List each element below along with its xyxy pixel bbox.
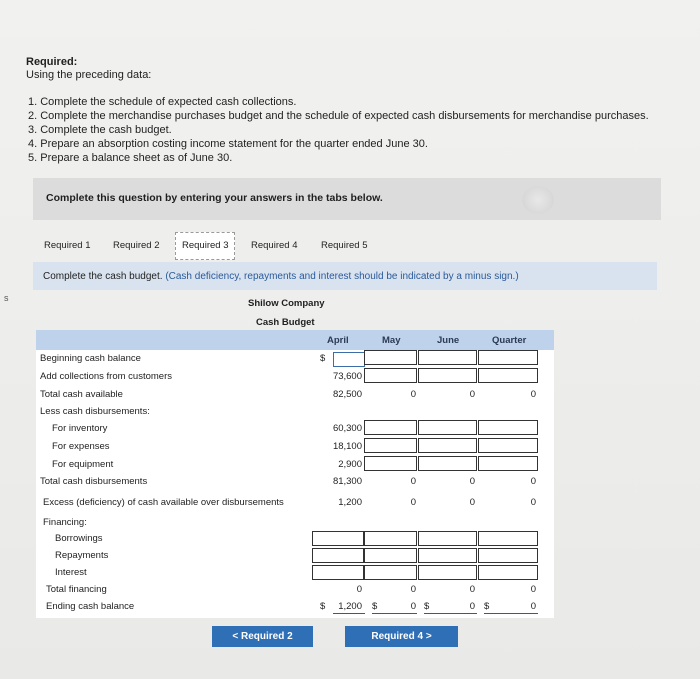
may-total-available: 0 xyxy=(410,389,416,400)
april-expenses[interactable]: 18,100 xyxy=(332,441,362,452)
edge-letter: s xyxy=(4,293,9,303)
required-intro: Using the preceding data: xyxy=(26,69,152,81)
april-repayments-input[interactable] xyxy=(312,548,364,563)
currency-sign: $ xyxy=(424,601,430,612)
row-label: Repayments xyxy=(55,550,109,561)
quarter-expenses-input[interactable] xyxy=(478,438,538,453)
next-required-button[interactable] xyxy=(345,626,458,647)
june-interest-input[interactable] xyxy=(418,565,477,580)
june-total-disbursements: 0 xyxy=(469,476,475,487)
april-ending-cash: 1,200 xyxy=(338,601,362,612)
currency-sign: $ xyxy=(372,601,378,612)
total-rule xyxy=(372,613,417,614)
row-label: Total cash disbursements xyxy=(40,476,148,487)
quarter-ending-cash: 0 xyxy=(530,601,536,612)
june-inventory-input[interactable] xyxy=(418,420,477,435)
june-excess: 0 xyxy=(469,497,475,508)
chevron-left-icon: < xyxy=(232,631,239,642)
prev-required-button[interactable] xyxy=(212,626,313,647)
row-label: Beginning cash balance xyxy=(40,353,141,364)
tab-required-2[interactable]: Required 2 xyxy=(113,240,160,251)
june-equipment-input[interactable] xyxy=(418,456,477,471)
may-expenses-input[interactable] xyxy=(364,438,417,453)
april-equipment[interactable]: 2,900 xyxy=(338,459,362,470)
april-total-available: 82,500 xyxy=(332,389,362,400)
requirement-item: 1. Complete the schedule of expected cash collections. xyxy=(28,96,297,108)
may-collections-input[interactable] xyxy=(364,368,417,383)
june-total-financing: 0 xyxy=(469,584,475,595)
june-total-available: 0 xyxy=(469,389,475,400)
instruction-text xyxy=(43,271,519,282)
total-rule xyxy=(333,613,365,614)
col-may: May xyxy=(382,335,401,346)
quarter-total-disbursements: 0 xyxy=(530,476,536,487)
june-expenses-input[interactable] xyxy=(418,438,477,453)
april-collections[interactable]: 73,600 xyxy=(332,371,362,382)
june-collections-input[interactable] xyxy=(418,368,477,383)
tab-bar xyxy=(36,232,662,260)
quarter-beginning-cash-input[interactable] xyxy=(478,350,538,365)
quarter-excess: 0 xyxy=(530,497,536,508)
quarter-repayments-input[interactable] xyxy=(478,548,538,563)
quarter-equipment-input[interactable] xyxy=(478,456,538,471)
instruction-hint: (Cash deficiency, repayments and interest should be indicated by a minus sign.) xyxy=(165,271,519,282)
quarter-collections-input[interactable] xyxy=(478,368,538,383)
row-label: Total cash available xyxy=(40,389,123,400)
row-label: Add collections from customers xyxy=(40,371,172,382)
june-ending-cash: 0 xyxy=(469,601,475,612)
next-button-label: Required 4 xyxy=(371,631,424,642)
tab-required-4[interactable]: Required 4 xyxy=(251,240,298,251)
june-borrowings-input[interactable] xyxy=(418,531,477,546)
col-april: April xyxy=(327,335,349,346)
requirement-item: 2. Complete the merchandise purchases budget and the schedule of expected cash disbursements for merchandise purchases. xyxy=(28,110,649,122)
june-repayments-input[interactable] xyxy=(418,548,477,563)
row-label: Ending cash balance xyxy=(46,601,135,612)
june-beginning-cash-input[interactable] xyxy=(418,350,477,365)
may-total-financing: 0 xyxy=(410,584,416,595)
quarter-inventory-input[interactable] xyxy=(478,420,538,435)
currency-sign: $ xyxy=(484,601,490,612)
row-label: Less cash disbursements: xyxy=(40,406,150,417)
requirement-item: 4. Prepare an absorption costing income statement for the quarter ended June 30. xyxy=(28,138,428,150)
may-excess: 0 xyxy=(410,497,416,508)
required-heading: Required: xyxy=(26,56,78,68)
prev-button-label: Required 2 xyxy=(240,631,293,642)
row-label: Financing: xyxy=(43,517,87,528)
company-name: Shilow Company xyxy=(248,298,325,309)
requirement-item: 3. Complete the cash budget. xyxy=(28,124,172,136)
chevron-right-icon: > xyxy=(425,631,432,642)
row-label: For equipment xyxy=(52,459,114,470)
row-label: Total financing xyxy=(46,584,107,595)
may-borrowings-input[interactable] xyxy=(364,531,417,546)
col-quarter: Quarter xyxy=(492,335,527,346)
requirement-item: 5. Prepare a balance sheet as of June 30. xyxy=(28,152,233,164)
april-excess: 1,200 xyxy=(338,497,362,508)
row-label: For inventory xyxy=(52,423,108,434)
row-label: For expenses xyxy=(52,441,110,452)
row-label: Interest xyxy=(55,567,87,578)
col-june: June xyxy=(437,335,460,346)
may-interest-input[interactable] xyxy=(364,565,417,580)
may-ending-cash: 0 xyxy=(410,601,416,612)
currency-sign: $ xyxy=(320,353,326,364)
may-inventory-input[interactable] xyxy=(364,420,417,435)
april-interest-input[interactable] xyxy=(312,565,364,580)
instruction-main: Complete the cash budget. xyxy=(43,271,163,282)
april-borrowings-input[interactable] xyxy=(312,531,364,546)
april-inventory[interactable]: 60,300 xyxy=(332,423,362,434)
tab-required-5[interactable]: Required 5 xyxy=(321,240,368,251)
quarter-total-available: 0 xyxy=(530,389,536,400)
quarter-borrowings-input[interactable] xyxy=(478,531,538,546)
may-repayments-input[interactable] xyxy=(364,548,417,563)
row-label: Excess (deficiency) of cash available over disbursements xyxy=(43,497,284,508)
banner-text: Complete this question by entering your answers in the tabs below. xyxy=(46,192,383,204)
total-rule xyxy=(424,613,477,614)
row-label: Borrowings xyxy=(55,533,103,544)
april-total-financing: 0 xyxy=(356,584,362,595)
total-rule xyxy=(484,613,538,614)
tab-required-1[interactable]: Required 1 xyxy=(44,240,91,251)
currency-sign: $ xyxy=(320,601,326,612)
may-beginning-cash-input[interactable] xyxy=(364,350,417,365)
watermark-icon xyxy=(522,186,554,214)
april-total-disbursements: 81,300 xyxy=(332,476,362,487)
report-title: Cash Budget xyxy=(256,317,315,328)
april-beginning-cash-input[interactable] xyxy=(333,352,365,367)
may-total-disbursements: 0 xyxy=(410,476,416,487)
tab-required-3[interactable]: Required 3 xyxy=(175,232,235,260)
quarter-interest-input[interactable] xyxy=(478,565,538,580)
requirements-list xyxy=(28,95,649,165)
quarter-total-financing: 0 xyxy=(530,584,536,595)
table-header xyxy=(36,330,554,350)
may-equipment-input[interactable] xyxy=(364,456,417,471)
